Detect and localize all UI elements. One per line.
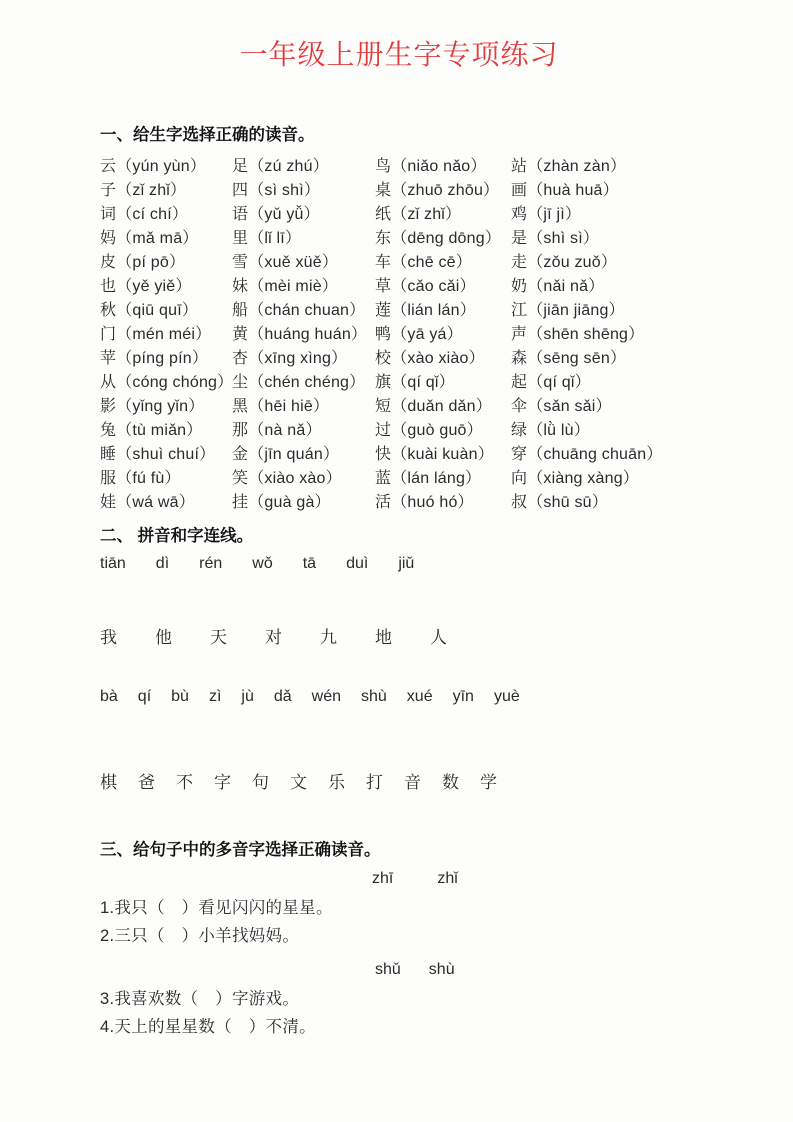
pronunciation-item: 挂（guà gà） — [232, 494, 331, 511]
pronunciation-item: 睡（shuì chuí） — [100, 446, 216, 463]
pronunciation-row — [100, 203, 738, 227]
pronunciation-item: 车（chē cē） — [375, 254, 472, 271]
pronunciation-row — [100, 419, 738, 443]
hanzi-item: 棋 — [100, 773, 117, 792]
pronunciation-item: 妈（mǎ mā） — [100, 230, 199, 247]
section1-heading: 一、给生字选择正确的读音。 — [100, 126, 315, 144]
pinyin-item: dǎ — [273, 688, 292, 705]
pronunciation-item: 云（yún yùn） — [100, 158, 207, 175]
pronunciation-item: 叔（shū sū） — [511, 494, 608, 511]
pronunciation-item: 词（cí chí） — [100, 206, 189, 223]
pinyin-item: tā — [302, 555, 317, 572]
pronunciation-item: 草（cǎo cǎi） — [375, 278, 476, 295]
pinyin-item: xué — [406, 688, 433, 705]
pronunciation-item: 过（guò guō） — [375, 422, 483, 439]
pronunciation-item: 服（fú fù） — [100, 470, 181, 487]
pronunciation-row — [100, 323, 738, 347]
pronunciation-item: 江（jiān jiāng） — [511, 302, 625, 319]
hanzi-item: 他 — [155, 628, 172, 647]
pronunciation-item: 站（zhàn zàn） — [511, 158, 627, 175]
pronunciation-item: 画（huà huā） — [511, 182, 619, 199]
pronunciation-item: 影（yǐng yǐn） — [100, 398, 205, 415]
pronunciation-row — [100, 155, 738, 179]
pronunciation-item: 声（shēn shēng） — [511, 326, 645, 343]
pronunciation-item: 子（zǐ zhǐ） — [100, 182, 187, 199]
pronunciation-item: 四（sì shì） — [232, 182, 321, 199]
pronunciation-item: 森（sēng sēn） — [511, 350, 627, 367]
pronunciation-item: 雪（xuě xüě） — [232, 254, 339, 271]
pronunciation-item: 东（dēng dōng） — [375, 230, 502, 247]
hanzi-item: 不 — [176, 773, 193, 792]
pronunciation-item: 那（nà nǎ） — [232, 422, 322, 439]
pronunciation-item: 纸（zǐ zhǐ） — [375, 206, 462, 223]
pinyin-item: shù — [361, 688, 387, 705]
pinyin-item: duì — [346, 555, 369, 572]
sentences-group-2 — [100, 985, 738, 1041]
pinyin-choices-zhi — [372, 868, 738, 890]
pronunciation-row — [100, 371, 738, 395]
pronunciation-item: 活（huó hó） — [375, 494, 474, 511]
hanzi-item: 乐 — [328, 773, 345, 792]
pinyin-choice: zhǐ — [437, 870, 458, 887]
pronunciation-item: 伞（sǎn sǎi） — [511, 398, 612, 415]
pronunciation-row — [100, 491, 738, 515]
pronunciation-item: 里（lǐ lī） — [232, 230, 302, 247]
pronunciation-item: 秋（qiū quī） — [100, 302, 199, 319]
pronunciation-row — [100, 395, 738, 419]
pinyin-choice: shù — [428, 961, 455, 978]
pronunciation-row — [100, 251, 738, 275]
pronunciation-item: 向（xiàng xàng） — [511, 470, 639, 487]
pronunciation-item: 校（xào xiào） — [375, 350, 485, 367]
hanzi-row-1 — [100, 623, 738, 648]
pronunciation-item: 妹（mèi miè） — [232, 278, 339, 295]
pinyin-item: wǒ — [252, 555, 273, 572]
pronunciation-item: 绿（lǜ lù） — [511, 422, 590, 439]
pinyin-choices-shu — [375, 959, 738, 981]
pinyin-item: qí — [137, 688, 152, 705]
hanzi-item: 天 — [210, 628, 227, 647]
pinyin-item: rén — [199, 555, 223, 572]
pronunciation-item: 语（yǔ yǚ） — [232, 206, 320, 223]
pinyin-item: jù — [241, 688, 254, 705]
pronunciation-item: 笑（xiào xào） — [232, 470, 342, 487]
hanzi-item: 字 — [214, 773, 231, 792]
pinyin-item: zì — [208, 688, 222, 705]
pronunciation-rows — [100, 155, 738, 515]
pronunciation-item: 也（yě yiě） — [100, 278, 192, 295]
pronunciation-item: 娃（wá wā） — [100, 494, 195, 511]
pronunciation-item: 蓝（lán láng） — [375, 470, 482, 487]
pronunciation-item: 是（shì sì） — [511, 230, 600, 247]
hanzi-item: 地 — [375, 628, 392, 647]
sentences-group-1 — [100, 894, 738, 950]
hanzi-item: 对 — [265, 628, 282, 647]
sentence-item: 2.三只（ ）小羊找妈妈。 — [100, 927, 300, 945]
hanzi-item: 人 — [430, 628, 447, 647]
section-pronunciation — [100, 124, 738, 515]
pronunciation-row — [100, 443, 738, 467]
pinyin-item: wén — [311, 688, 341, 705]
pronunciation-row — [100, 347, 738, 371]
pronunciation-row — [100, 299, 738, 323]
pronunciation-item: 短（duǎn dǎn） — [375, 398, 492, 415]
pronunciation-item: 桌（zhuō zhōu） — [375, 182, 500, 199]
hanzi-item: 句 — [252, 773, 269, 792]
pronunciation-item: 足（zú zhú） — [232, 158, 329, 175]
pinyin-item: yuè — [493, 688, 520, 705]
pinyin-choice: shǔ — [375, 961, 401, 978]
pronunciation-item: 起（qí qǐ） — [511, 374, 591, 391]
pronunciation-item: 金（jīn quán） — [232, 446, 340, 463]
pronunciation-item: 快（kuài kuàn） — [375, 446, 494, 463]
pinyin-item: jiǔ — [398, 555, 415, 572]
pronunciation-item: 门（mén méi） — [100, 326, 212, 343]
pronunciation-item: 奶（nǎi nǎ） — [511, 278, 605, 295]
pronunciation-item: 黑（hēi hiē） — [232, 398, 330, 415]
pronunciation-row — [100, 227, 738, 251]
hanzi-item: 学 — [480, 773, 497, 792]
pronunciation-item: 皮（pí pō） — [100, 254, 186, 271]
pronunciation-item: 杏（xīng xìng） — [232, 350, 348, 367]
hanzi-item: 数 — [442, 773, 459, 792]
hanzi-item: 音 — [404, 773, 421, 792]
hanzi-item: 爸 — [138, 773, 155, 792]
pronunciation-item: 从（cóng chóng） — [100, 374, 234, 391]
pinyin-choice: zhī — [372, 870, 394, 887]
pronunciation-item: 尘（chén chéng） — [232, 374, 366, 391]
sentence-item: 3.我喜欢数（ ）字游戏。 — [100, 990, 300, 1008]
pinyin-item: dì — [155, 555, 170, 572]
pronunciation-item: 苹（píng pín） — [100, 350, 209, 367]
pinyin-item: bù — [171, 688, 189, 705]
page-title: 一年级上册生字专项练习 — [239, 39, 559, 70]
pronunciation-item: 鸡（jī jì） — [511, 206, 582, 223]
pronunciation-row — [100, 467, 738, 491]
pinyin-row-2 — [100, 688, 738, 706]
pinyin-item: yīn — [452, 688, 474, 705]
section-matching — [100, 525, 738, 793]
pronunciation-item: 兔（tù miǎn） — [100, 422, 203, 439]
pinyin-row-1 — [100, 555, 738, 573]
hanzi-item: 九 — [320, 628, 337, 647]
pronunciation-item: 黄（huáng huán） — [232, 326, 368, 343]
hanzi-row-2 — [100, 768, 738, 793]
pronunciation-item: 莲（lián lán） — [375, 302, 476, 319]
hanzi-item: 文 — [290, 773, 307, 792]
pronunciation-row — [100, 275, 738, 299]
sentence-item: 4.天上的星星数（ ）不清。 — [100, 1018, 316, 1036]
pronunciation-item: 走（zǒu zuǒ） — [511, 254, 618, 271]
pinyin-item: tiān — [100, 555, 126, 572]
pronunciation-item: 鸭（yā yá） — [375, 326, 463, 343]
pronunciation-item: 穿（chuāng chuān） — [511, 446, 663, 463]
hanzi-item: 打 — [366, 773, 383, 792]
section2-heading: 二、 拼音和字连线。 — [100, 527, 254, 545]
pronunciation-row — [100, 179, 738, 203]
hanzi-item: 我 — [100, 628, 117, 647]
section-polyphone — [100, 839, 738, 1041]
pronunciation-item: 船（chán chuan） — [232, 302, 366, 319]
pronunciation-item: 旗（qí qǐ） — [375, 374, 455, 391]
sentence-item: 1.我只（ ）看见闪闪的星星。 — [100, 899, 333, 917]
section3-heading: 三、给句子中的多音字选择正确读音。 — [100, 841, 381, 859]
pinyin-item: bà — [100, 688, 118, 705]
pronunciation-item: 鸟（niǎo nǎo） — [375, 158, 487, 175]
